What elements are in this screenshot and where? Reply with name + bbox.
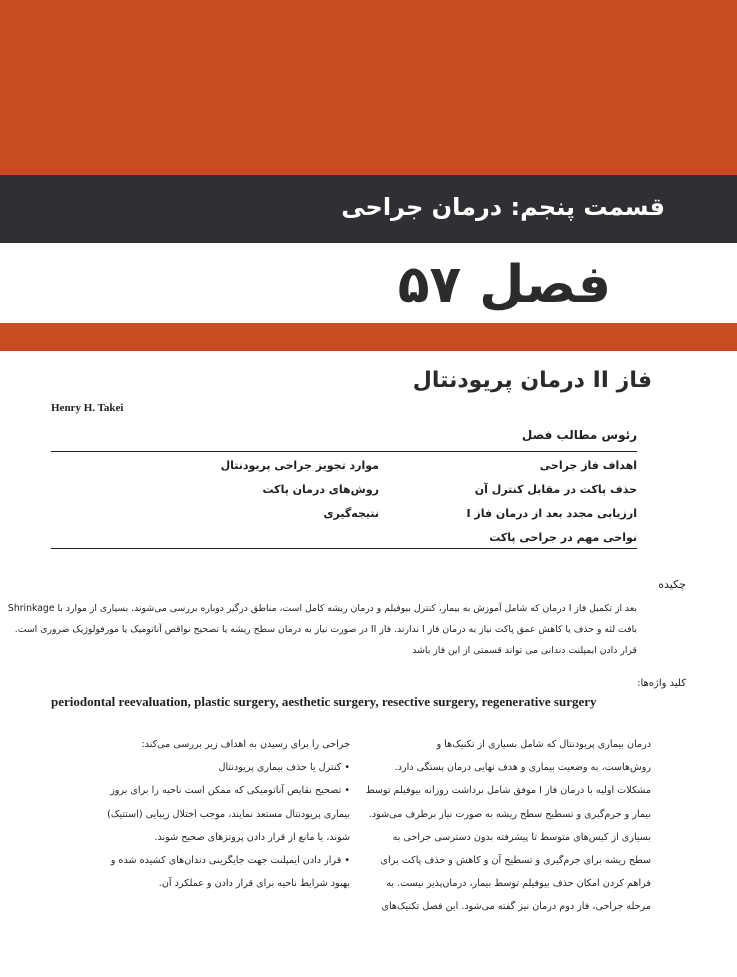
- chapter-title: فاز II درمان پریودنتال: [412, 368, 652, 393]
- keywords-heading: کلید واژه‌ها:: [637, 678, 686, 689]
- toc-item: موارد تجویز جراحی پریودنتال: [220, 459, 379, 472]
- toc-item: ارزیابی مجدد بعد از درمان فاز I: [466, 507, 637, 520]
- body-line: جراحی را برای رسیدن به اهداف زیر بررسی می‌کند:: [141, 739, 350, 750]
- body-line: بهبود شرایط ناحیه برای قرار دادن و عملکرد آن.: [158, 878, 350, 890]
- abstract-line: قرار دادن ایمپلنت دندانی می تواند قسمتی از این فاز باشد: [412, 645, 637, 656]
- toc-heading: رئوس مطالب فصل: [521, 428, 637, 442]
- abstract-text: [7, 598, 637, 661]
- body-line: روش‌هاست، به وضعیت بیماری و هدف نهایی درمان بستگی دارد.: [394, 762, 651, 774]
- body-line: • قرار دادن ایمپلنت جهت جایگزینی دندان‌های کشیده شده و: [110, 855, 350, 867]
- toc-top-rule: [51, 451, 637, 452]
- body-line: مشکلات اولیه با درمان فاز I موفق شامل برداشت روزانه بیوفیلم توسط: [365, 785, 651, 797]
- body-left-column: [107, 733, 350, 895]
- toc-bottom-rule: [51, 548, 637, 549]
- abstract-line: بعد از تکمیل فاز I درمان که شامل آموزش به بیمار، کنترل بیوفیلم و درمان ریشه کامل است، مناطق درگیر دوباره بررسی می‌شوند. بسیاری از موارد با Shrinkage: [7, 603, 637, 614]
- body-line: بسیاری از کیس‌های متوسط تا پیشرفته بدون دسترسی جراحی به: [392, 831, 651, 843]
- toc-item: روش‌های درمان پاکت: [262, 483, 379, 496]
- body-line: • کنترل یا حذف بیماری پریودنتال: [218, 762, 350, 774]
- body-line: فراهم کردن امکان حذف بیوفیلم توسط بیمار، درمان‌پذیر نیست. به: [386, 878, 651, 890]
- toc-item: نواحی مهم در جراحی پاکت: [489, 531, 637, 544]
- body-line: مرحله جراحی، فاز دوم درمان نیز گفته می‌شود. این فصل تکنیک‌های: [381, 901, 651, 913]
- header-orange-band: [0, 0, 737, 175]
- chapter-number: فصل ۵۷: [397, 255, 611, 315]
- body-line: سطح ریشه برای جرم‌گیری و تسطیح آن و کاهش و حذف پاکت برای: [380, 855, 651, 867]
- abstract-heading: چکیده: [658, 578, 686, 591]
- body-line: درمان بیماری پریودنتال که شامل بسیاری از تکنیک‌ها و: [436, 739, 651, 750]
- toc-item: نتیجه‌گیری: [323, 507, 379, 520]
- body-line: بیماری پریودنتال مستعد نمایند، موجب اختلال زیبایی (استتیک): [107, 808, 350, 820]
- chapter-orange-band: [0, 323, 737, 351]
- abstract-line: بافت لثه و حذف یا کاهش عمق پاکت نیاز به درمان فاز I ندارند. فاز II در صورت نیاز به درمان سطح ریشه یا تصحیح نواقص آناتومیک یا مورفولوژیک ضروری است.: [14, 624, 637, 635]
- keywords-text: periodontal reevaluation, plastic surgery, aesthetic surgery, resective surgery, regenerative surgery: [51, 694, 597, 709]
- body-line: • تصحیح نقایص آناتومیکی که ممکن است ناحیه را برای بروز: [110, 785, 350, 797]
- toc-item: اهداف فاز جراحی: [539, 459, 637, 472]
- part-title: قسمت پنجم: درمان جراحی: [341, 193, 665, 221]
- toc-item: حذف پاکت در مقابل کنترل آن: [474, 483, 637, 496]
- body-right-column: [365, 733, 651, 919]
- body-line: شوند، یا مانع از قرار دادن پروتزهای صحیح شوند.: [154, 831, 350, 843]
- body-line: بیمار و جرم‌گیری و تسطیح سطح ریشه به صورت نیاز برطرف می‌شود.: [368, 808, 651, 820]
- author: Henry H. Takei: [51, 402, 124, 414]
